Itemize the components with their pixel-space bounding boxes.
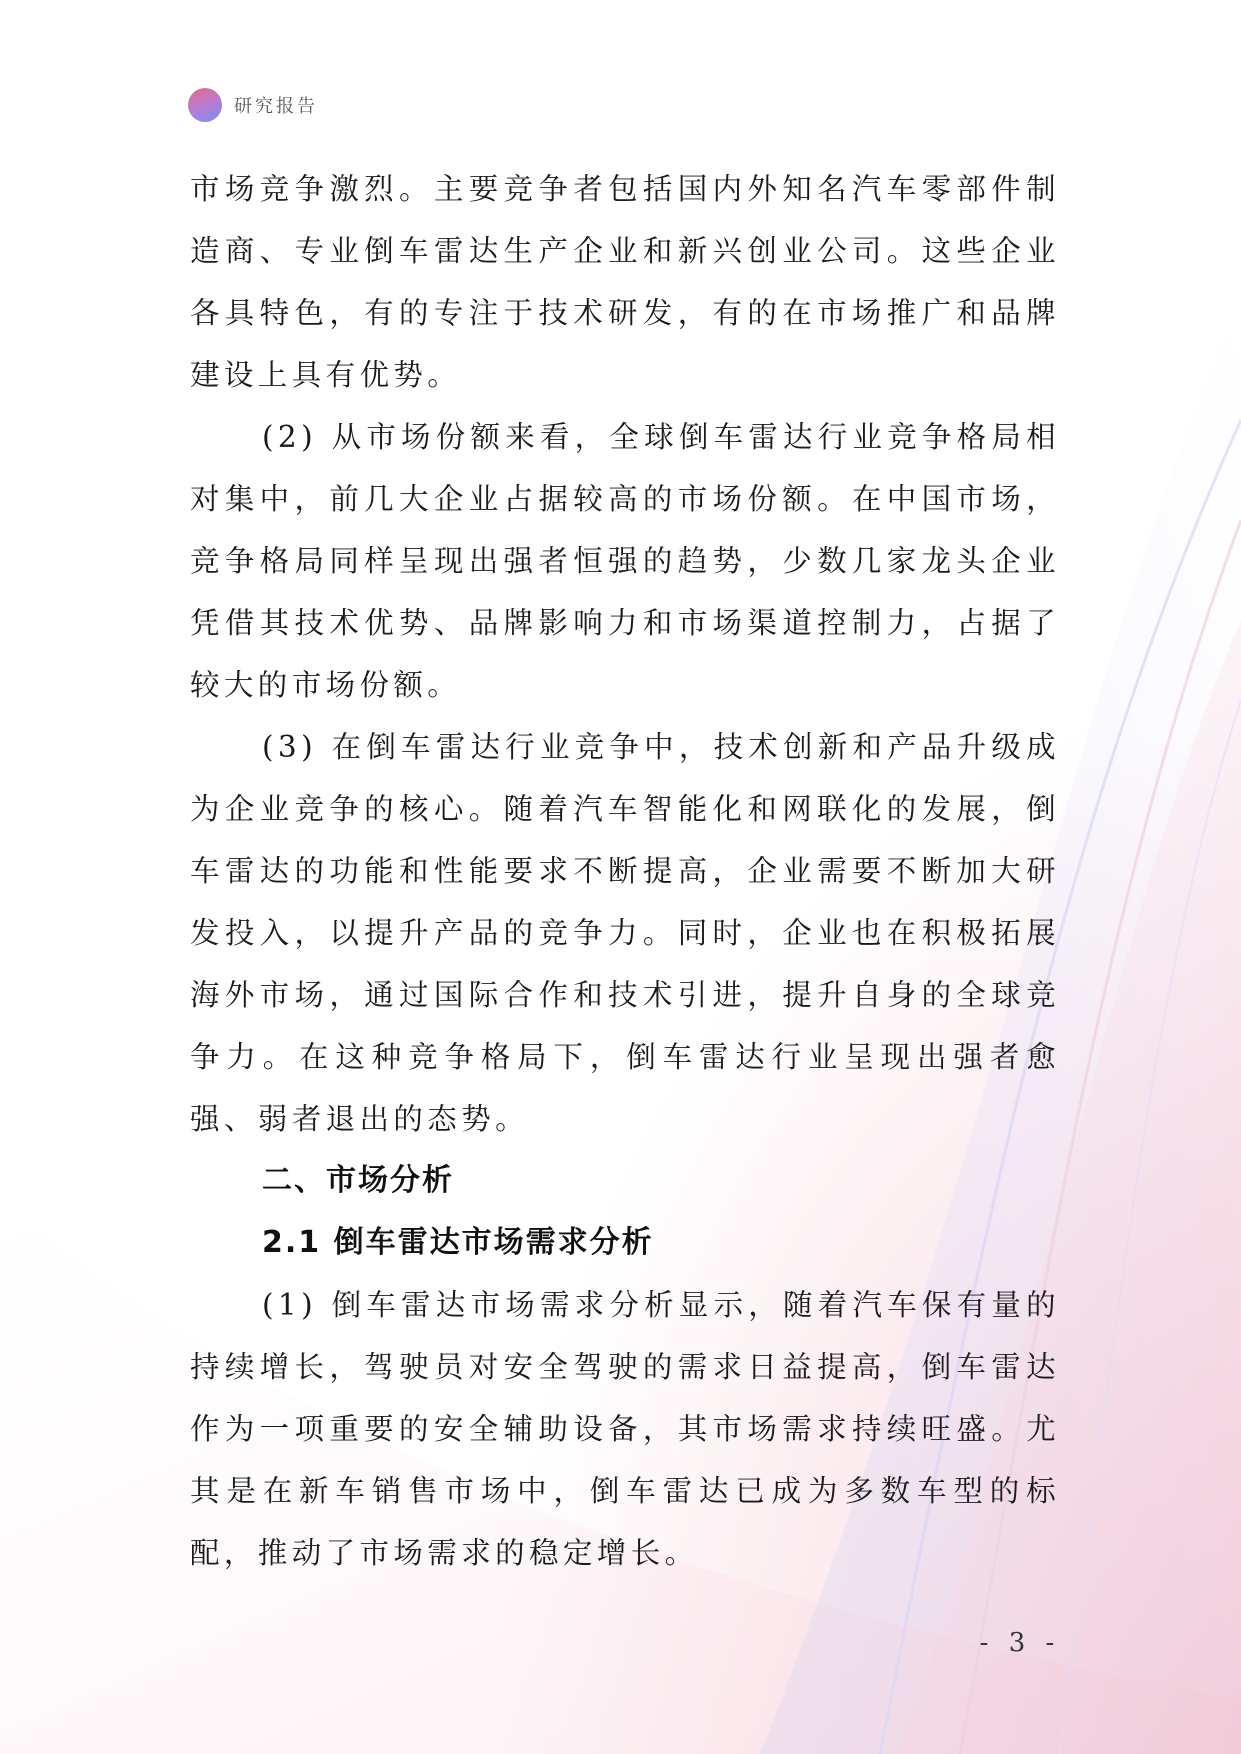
page-number: - 3 - bbox=[979, 1628, 1061, 1658]
paragraph-4: (1) 倒车雷达市场需求分析显示，随着汽车保有量的持续增长，驾驶员对安全驾驶的需求日益提高，倒车雷达作为一项重要的安全辅助设备，其市场需求持续旺盛。尤其是在新车销售市场中，倒车雷达已成为多数车型的标配，推动了市场需求的稳定增长。 bbox=[190, 1288, 1060, 1570]
document-body bbox=[190, 158, 1060, 1584]
subsection-heading: 2.1 倒车雷达市场需求分析 bbox=[262, 1225, 654, 1260]
paragraph-3: (3) 在倒车雷达行业竞争中，技术创新和产品升级成为企业竞争的核心。随着汽车智能化和网联化的发展，倒车雷达的功能和性能要求不断提高，企业需要不断加大研发投入，以提升产品的竞争力。同时，企业也在积极拓展海外市场，通过国际合作和技术引进，提升自身的全球竞争力。在这种竞争格局下，倒车雷达行业呈现出强者愈强、弱者退出的态势。 bbox=[190, 730, 1060, 1136]
paragraph-1: 市场竞争激烈。主要竞争者包括国内外知名汽车零部件制造商、专业倒车雷达生产企业和新兴创业公司。这些企业各具特色，有的专注于技术研发，有的在市场推广和品牌建设上具有优势。 bbox=[190, 172, 1060, 392]
report-header bbox=[188, 88, 318, 122]
paragraph-2: (2) 从市场份额来看，全球倒车雷达行业竞争格局相对集中，前几大企业占据较高的市场份额。在中国市场，竞争格局同样呈现出强者恒强的趋势，少数几家龙头企业凭借其技术优势、品牌影响力和市场渠道控制力，占据了较大的市场份额。 bbox=[190, 420, 1060, 702]
logo-gradient-dot bbox=[188, 88, 222, 122]
section-heading: 二、市场分析 bbox=[262, 1163, 454, 1198]
header-label: 研究报告 bbox=[234, 96, 318, 117]
